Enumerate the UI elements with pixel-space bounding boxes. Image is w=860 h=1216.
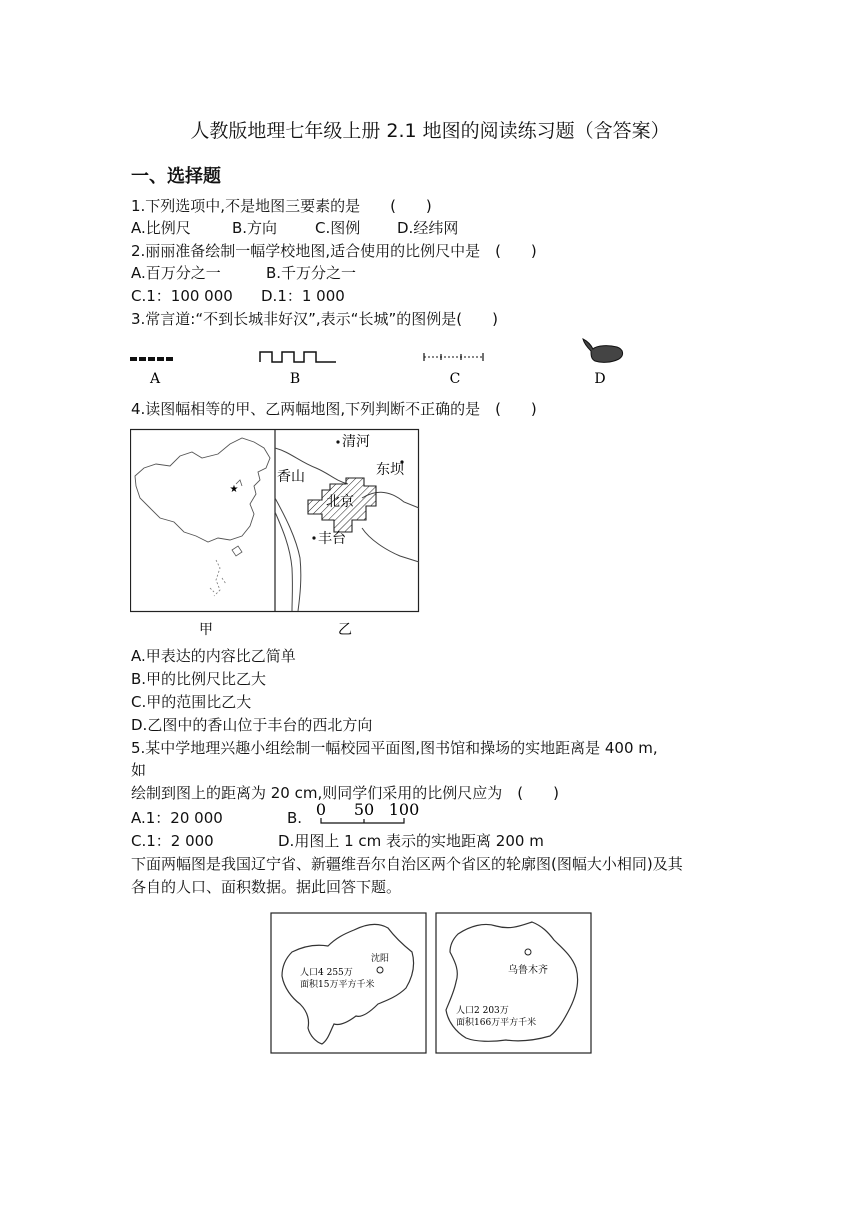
question-5-option-d: D.用图上 1 cm 表示的实地距离 200 m (278, 832, 544, 850)
question-5-stem-line1: 5.某中学地理兴趣小组绘制一幅校园平面图,图书馆和操场的实地距离是 400 m, (131, 739, 658, 757)
legend-label-b: B (289, 371, 301, 387)
question-1-option-c: C.图例 (315, 219, 361, 237)
question-1-option-a: A.比例尺 (131, 219, 191, 237)
jia-yi-maps (130, 428, 422, 642)
xinjiang-area: 面积166万平方千米 (456, 1018, 537, 1028)
question-4-option-a: A.甲表达的内容比乙简单 (131, 647, 296, 665)
legend-symbol-d (583, 339, 623, 362)
question-4-stem: 4.读图幅相等的甲、乙两幅地图,下列判断不正确的是 ( ) (131, 400, 537, 418)
legend-label-d: D (594, 371, 606, 387)
question-2-option-c: C.1：100 000 (131, 287, 233, 305)
legend-label-a: A (149, 371, 161, 387)
legend-symbol-c (424, 353, 483, 361)
document-title: 人教版地理七年级上册 2.1 地图的阅读练习题（含答案） (190, 120, 670, 142)
liaoning-capital-label: 沈阳 (370, 954, 390, 964)
question-5-option-b: B. (287, 809, 303, 827)
liaoning-population: 人口4 255万 (300, 968, 353, 978)
label-fengtai: 丰台 (318, 531, 346, 547)
question-4-option-d: D.乙图中的香山位于丰台的西北方向 (131, 716, 373, 734)
scale-tick-0: 0 (315, 800, 327, 819)
question-5-option-c: C.1：2 000 (131, 832, 214, 850)
map-label-yi: 乙 (338, 622, 352, 638)
label-qinghe: 清河 (342, 434, 370, 450)
legend-label-c: C (449, 371, 461, 387)
scale-tick-100: 100 (388, 800, 420, 819)
question-2-stem: 2.丽丽准备绘制一幅学校地图,适合使用的比例尺中是 ( ) (131, 242, 537, 260)
question-2-option-d: D.1：1 000 (261, 287, 345, 305)
question-2-option-a: A.百万分之一 (131, 264, 221, 282)
scale-tick-50: 50 (353, 800, 375, 819)
great-wall-legend-options (125, 335, 635, 390)
label-dongba: 东坝 (376, 462, 404, 478)
xinjiang-capital-label: 乌鲁木齐 (508, 965, 548, 976)
question-5-option-a: A.1：20 000 (131, 809, 223, 827)
liaoning-area: 面积15万平方千米 (300, 980, 375, 990)
question-4-option-c: C.甲的范围比乙大 (131, 693, 252, 711)
question-1-option-d: D.经纬网 (397, 219, 459, 237)
svg-text:★: ★ (229, 484, 239, 495)
label-xiangshan: 香山 (277, 469, 305, 485)
xinjiang-population: 人口2 203万 (456, 1006, 509, 1016)
intro-line1: 下面两幅图是我国辽宁省、新疆维吾尔自治区两个省区的轮廓图(图幅大小相同)及其 (131, 855, 683, 873)
question-5-stem-line2: 如 (131, 761, 147, 779)
map-label-jia: 甲 (199, 622, 213, 638)
intro-line2: 各自的人口、面积数据。据此回答下题。 (131, 878, 402, 896)
question-1-stem: 1.下列选项中,不是地图三要素的是 ( ) (131, 197, 432, 215)
label-beijing: 北京 (326, 494, 354, 510)
question-2-option-b: B.千万分之一 (266, 264, 357, 282)
question-5-stem-line3: 绘制到图上的距离为 20 cm,则同学们采用的比例尺应为 ( ) (131, 784, 559, 802)
question-1-option-b: B.方向 (232, 219, 278, 237)
legend-symbol-b (260, 352, 336, 362)
question-3-stem: 3.常言道:“不到长城非好汉”,表示“长城”的图例是( ) (131, 310, 498, 328)
linear-scale-bar (312, 799, 422, 827)
province-outline-maps (270, 912, 595, 1057)
question-4-option-b: B.甲的比例尺比乙大 (131, 670, 267, 688)
section-heading: 一、选择题 (131, 166, 221, 187)
